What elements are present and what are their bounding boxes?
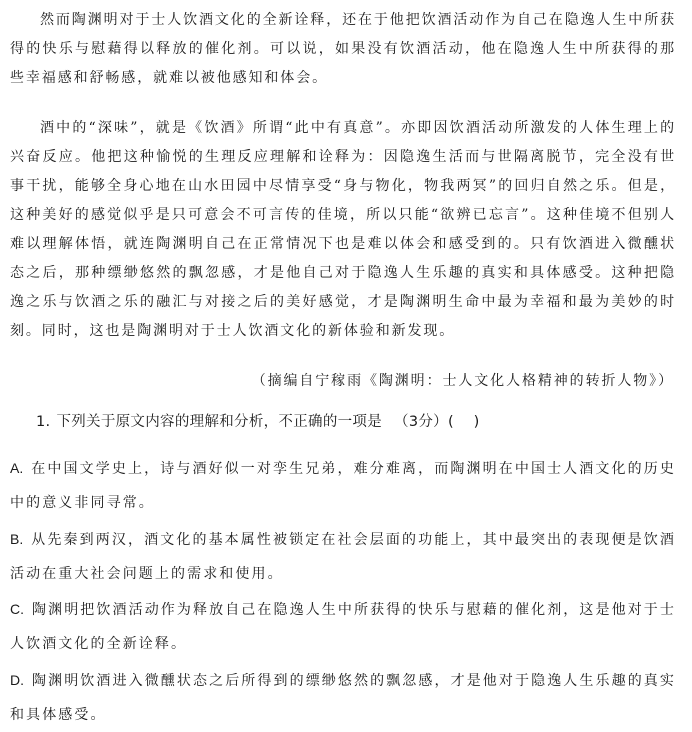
option-b-text: 从先秦到两汉，酒文化的基本属性被锁定在社会层面的功能上，其中最突出的表现便是饮酒活动在重大社会问题上的需求和使用。 [10,532,676,582]
question-text: 下列关于原文内容的理解和分析，不正确的一项是 [56,414,383,430]
question-stem [36,408,480,437]
option-a-letter: A. [10,460,24,476]
passage-source: （摘编自宁稼雨《陶渊明：士人文化人格精神的转折人物》） [251,373,674,389]
question-number: 1. [36,414,51,430]
option-a-text: 在中国文学史上，诗与酒好似一对孪生兄弟，难分难离，而陶渊明在中国士人酒文化的历史中的意义非同寻常。 [10,461,676,511]
option-d [10,663,676,732]
option-b-letter: B. [10,531,24,547]
option-c-letter: C. [10,601,24,617]
option-a [10,451,676,520]
option-d-text: 陶渊明饮酒进入微醺状态之后所得到的缥缈悠然的飘忽感，才是他对于隐逸人生乐趣的真实和具体感受。 [10,673,676,723]
passage-paragraph-1: 然而陶渊明对于士人饮酒文化的全新诠释，还在于他把饮酒活动作为自己在隐逸人生中所获得的快乐与慰藉得以释放的催化剂。可以说，如果没有饮酒活动，他在隐逸人生中所获得的那些幸福感和舒畅感，就难以被他感知和体会。 [10,12,676,86]
option-c-text: 陶渊明把饮酒活动作为释放自己在隐逸人生中所获得的快乐与慰藉的催化剂，这是他对于士人饮酒文化的全新诠释。 [10,602,676,652]
passage-paragraph-2: 酒中的“深味”，就是《饮酒》所谓“此中有真意”。亦即因饮酒活动所激发的人体生理上的兴奋反应。他把这种愉悦的生理反应理解和诠释为：因隐逸生活而与世隔离脱节，完全没有世事干扰，能够全身心地在山水田园中尽情享受“身与物化，物我两冥”的回归自然之乐。但是，这种美好的感觉似乎是只可意会不可言传的佳境，所以只能“欲辨已忘言”。这种佳境不但别人难以理解体悟，就连陶渊明自己在正常情况下也是难以体会和感受到的。只有饮酒进入微醺状态之后，那种缥缈悠然的飘忽感，才是他自己对于隐逸人生乐趣的真实和具体感受。这种把隐逸之乐与饮酒之乐的融汇与对接之后的美好感觉，才是陶渊明生命中最为幸福和最为美妙的时刻。同时，这也是陶渊明对于士人饮酒文化的新体验和新发现。 [10,120,676,339]
question-score: （3分）( ) [394,414,480,430]
option-b [10,522,676,591]
option-d-letter: D. [10,672,24,688]
option-c [10,592,676,661]
